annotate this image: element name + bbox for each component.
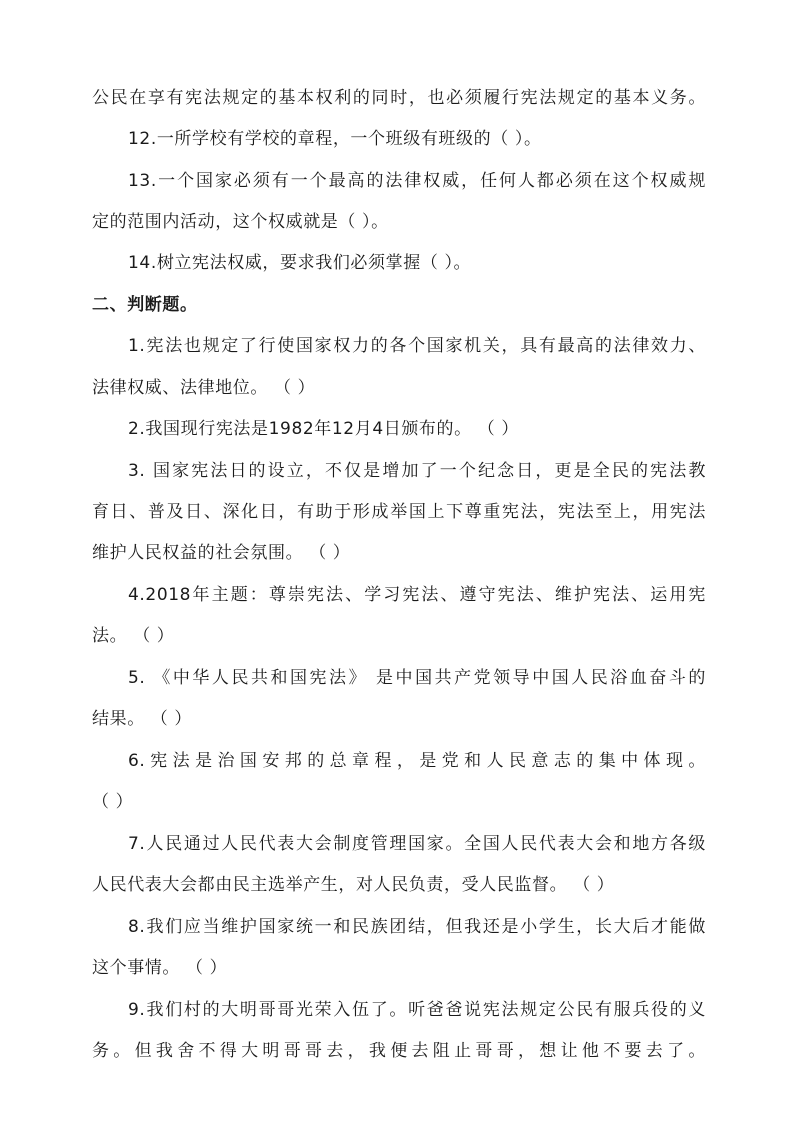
judge-2: 2.我国现行宪法是1982年12月4日颁布的。 （ ） — [128, 419, 519, 439]
judge-7-line-2: 人民代表大会都由民主选举产生，对人民负责，受人民监督。 （ ） — [92, 875, 615, 895]
question-14: 14.树立宪法权威，要求我们必须掌握（ ）。 — [128, 253, 472, 273]
judge-9-line-2: 务。但我舍不得大明哥哥去，我便去阻止哥哥，想让他不要去了。 — [92, 1041, 706, 1061]
judge-1-line-1: 1.宪法也规定了行使国家权力的各个国家机关，具有最高的法律效力、 — [128, 336, 706, 356]
judge-9-line-1: 9.我们村的大明哥哥光荣入伍了。听爸爸说宪法规定公民有服兵役的义 — [128, 1000, 706, 1020]
question-12: 12.一所学校有学校的章程，一个班级有班级的（ ）。 — [128, 129, 542, 149]
judge-3-line-3: 维护人民权益的社会氛围。 （ ） — [92, 543, 351, 563]
question-13-line-2: 定的范围内活动，这个权威就是（ ）。 — [92, 212, 389, 232]
judge-5-line-1: 5. 《中华人民共和国宪法》 是中国共产党领导中国人民浴血奋斗的 — [128, 668, 706, 688]
judge-3-line-2: 育日、普及日、深化日，有助于形成举国上下尊重宪法，宪法至上，用宪法 — [92, 502, 706, 522]
judge-6-line-2: （ ） — [92, 792, 134, 812]
judge-4-line-2: 法。 （ ） — [92, 626, 175, 646]
question-13-line-1: 13.一个国家必须有一个最高的法律权威，任何人都必须在这个权威规 — [128, 171, 706, 191]
judge-6-line-1: 6.宪法是治国安邦的总章程，是党和人民意志的集中体现。 — [128, 751, 706, 771]
intro-line-1: 公民在享有宪法规定的基本权利的同时，也必须履行宪法规定的基本义务。 — [92, 88, 706, 108]
judge-3-line-1: 3. 国家宪法日的设立，不仅是增加了一个纪念日，更是全民的宪法教 — [128, 461, 706, 481]
section-heading-judgment: 二、判断题。 — [92, 295, 198, 315]
judge-1-line-2: 法律权威、法律地位。 （ ） — [92, 378, 316, 398]
judge-8-line-2: 这个事情。 （ ） — [92, 958, 228, 978]
judge-4-line-1: 4.2018年主题：尊崇宪法、学习宪法、遵守宪法、维护宪法、运用宪 — [128, 585, 706, 605]
judge-8-line-1: 8.我们应当维护国家统一和民族团结，但我还是小学生，长大后才能做 — [128, 917, 706, 937]
judge-5-line-2: 结果。 （ ） — [92, 709, 193, 729]
judge-7-line-1: 7.人民通过人民代表大会制度管理国家。全国人民代表大会和地方各级 — [128, 834, 706, 854]
